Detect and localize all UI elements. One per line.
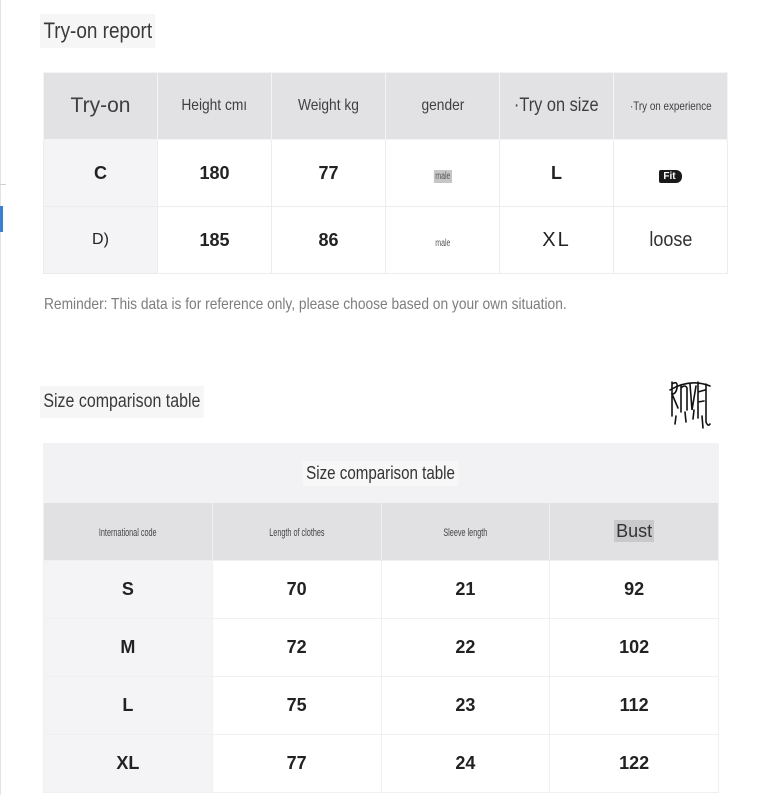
size-bust: 102 bbox=[550, 619, 719, 677]
tryon-size: L bbox=[500, 140, 614, 207]
page-edge-line bbox=[0, 0, 1, 795]
price-tag-icon bbox=[659, 170, 681, 183]
header-sleeve: Sleeve length bbox=[443, 526, 488, 539]
header-cell bbox=[158, 73, 272, 140]
size-comparison-heading: Size comparison table bbox=[40, 386, 204, 418]
header-cell bbox=[381, 503, 550, 561]
header-cell bbox=[44, 503, 213, 561]
tryon-size: XL bbox=[500, 207, 614, 274]
table-title-cell bbox=[44, 444, 719, 503]
table-header-row bbox=[44, 503, 719, 561]
table-row bbox=[44, 561, 719, 619]
header-international-code: International code bbox=[99, 526, 157, 539]
size-length: 70 bbox=[212, 561, 381, 619]
reminder-note: Reminder: This data is for reference only, please choose based on your own situation. bbox=[44, 296, 567, 313]
tryon-gender-cell bbox=[386, 140, 500, 207]
header-tryon: Try-on bbox=[70, 94, 131, 117]
tryon-height: 185 bbox=[158, 207, 272, 274]
header-cell bbox=[614, 73, 728, 140]
side-accent-mark bbox=[0, 206, 3, 232]
size-code: L bbox=[44, 677, 213, 735]
tryon-gender: male bbox=[434, 237, 451, 249]
table-row bbox=[44, 207, 728, 274]
header-tryon-size: ·Try on size bbox=[514, 95, 599, 116]
tryon-height: 180 bbox=[158, 140, 272, 207]
header-weight: Weight kg bbox=[298, 97, 359, 114]
header-bust: Bust bbox=[616, 521, 653, 541]
size-code: S bbox=[44, 561, 213, 619]
size-sleeve: 21 bbox=[381, 561, 550, 619]
header-cell bbox=[386, 73, 500, 140]
header-tryon-experience: ·Try on experience bbox=[629, 99, 712, 113]
tryon-experience: loose bbox=[648, 228, 693, 251]
size-comparison-table bbox=[43, 443, 719, 793]
header-cell bbox=[272, 73, 386, 140]
tryon-name: C bbox=[44, 140, 158, 207]
size-sleeve: 23 bbox=[381, 677, 550, 735]
tryon-gender: male bbox=[434, 170, 451, 182]
table-header-row bbox=[44, 73, 728, 140]
size-sleeve: 22 bbox=[381, 619, 550, 677]
size-sleeve: 24 bbox=[381, 735, 550, 793]
size-code: XL bbox=[44, 735, 213, 793]
size-length: 77 bbox=[212, 735, 381, 793]
size-table-title: Size comparison table bbox=[303, 461, 458, 486]
header-gender: gender bbox=[421, 97, 464, 114]
tryon-weight: 86 bbox=[272, 207, 386, 274]
header-cell bbox=[44, 73, 158, 140]
tryon-experience-cell bbox=[614, 207, 728, 274]
header-height: Height cmı bbox=[181, 97, 248, 114]
table-row bbox=[44, 140, 728, 207]
size-code: M bbox=[44, 619, 213, 677]
tryon-report-title: Try-on report bbox=[40, 14, 156, 48]
header-cell bbox=[212, 503, 381, 561]
size-bust: 112 bbox=[550, 677, 719, 735]
header-length: Length of clothes bbox=[268, 526, 325, 539]
header-cell bbox=[500, 73, 614, 140]
tryon-experience-cell bbox=[614, 140, 728, 207]
tryon-name: D) bbox=[44, 207, 158, 274]
table-row bbox=[44, 735, 719, 793]
table-title-row bbox=[44, 444, 719, 503]
page-edge-tick bbox=[0, 184, 6, 185]
table-row bbox=[44, 619, 719, 677]
header-cell bbox=[550, 503, 719, 561]
tryon-weight: 77 bbox=[272, 140, 386, 207]
table-row bbox=[44, 677, 719, 735]
tryon-gender-cell bbox=[386, 207, 500, 274]
size-bust: 122 bbox=[550, 735, 719, 793]
tryon-experience: Fit bbox=[663, 170, 676, 182]
brand-logo-icon bbox=[668, 372, 712, 432]
size-length: 75 bbox=[212, 677, 381, 735]
tryon-report-table bbox=[43, 72, 728, 274]
size-bust: 92 bbox=[550, 561, 719, 619]
size-length: 72 bbox=[212, 619, 381, 677]
